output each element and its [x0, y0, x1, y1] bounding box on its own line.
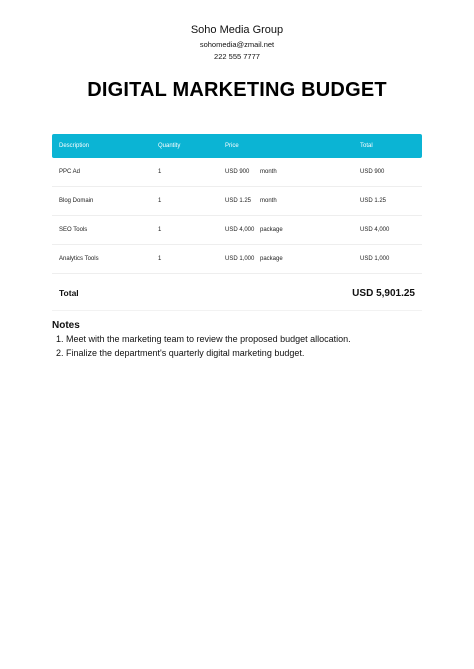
row-unit: package [260, 227, 283, 233]
row-unit: package [260, 256, 283, 262]
row-price: USD 900 [225, 169, 250, 175]
row-description: Blog Domain [59, 198, 94, 204]
note-item: 1. Meet with the marketing team to review the proposed budget allocation. [66, 334, 422, 345]
table-row [52, 216, 422, 245]
row-unit: month [260, 169, 277, 175]
company-email: sohomedia@zmail.net [199, 40, 275, 49]
budget-table [52, 134, 422, 311]
row-price: USD 1.25 [225, 198, 252, 204]
notes-list [52, 334, 422, 359]
row-quantity: 1 [158, 198, 162, 204]
row-description: SEO Tools [59, 227, 88, 233]
row-total: USD 900 [360, 169, 385, 175]
total-label: Total [59, 288, 79, 298]
table-row [52, 187, 422, 216]
row-total: USD 1.25 [360, 198, 387, 204]
notes-section [52, 320, 422, 362]
column-header-total: Total [360, 143, 373, 149]
row-quantity: 1 [158, 256, 162, 262]
row-quantity: 1 [158, 227, 162, 233]
row-description: Analytics Tools [59, 256, 99, 262]
row-total: USD 4,000 [360, 227, 390, 233]
row-description: PPC Ad [59, 169, 81, 175]
total-row [52, 274, 422, 311]
company-name: Soho Media Group [190, 24, 284, 36]
row-price: USD 4,000 [225, 227, 255, 233]
table-row [52, 158, 422, 187]
column-header-price: Price [225, 143, 239, 149]
row-quantity: 1 [158, 169, 162, 175]
column-header-description: Description [59, 143, 90, 149]
table-row [52, 245, 422, 274]
row-total: USD 1,000 [360, 256, 390, 262]
table-header [52, 134, 422, 158]
total-value: USD 5,901.25 [352, 288, 415, 299]
document-title: DIGITAL MARKETING BUDGET [87, 79, 387, 101]
company-phone: 222 555 7777 [214, 52, 260, 61]
notes-title: Notes [52, 320, 80, 331]
note-item: 2. Finalize the department's quarterly digital marketing budget. [66, 348, 422, 359]
column-header-quantity: Quantity [158, 143, 181, 149]
document-header [0, 24, 474, 61]
row-unit: month [260, 198, 277, 204]
row-price: USD 1,000 [225, 256, 255, 262]
